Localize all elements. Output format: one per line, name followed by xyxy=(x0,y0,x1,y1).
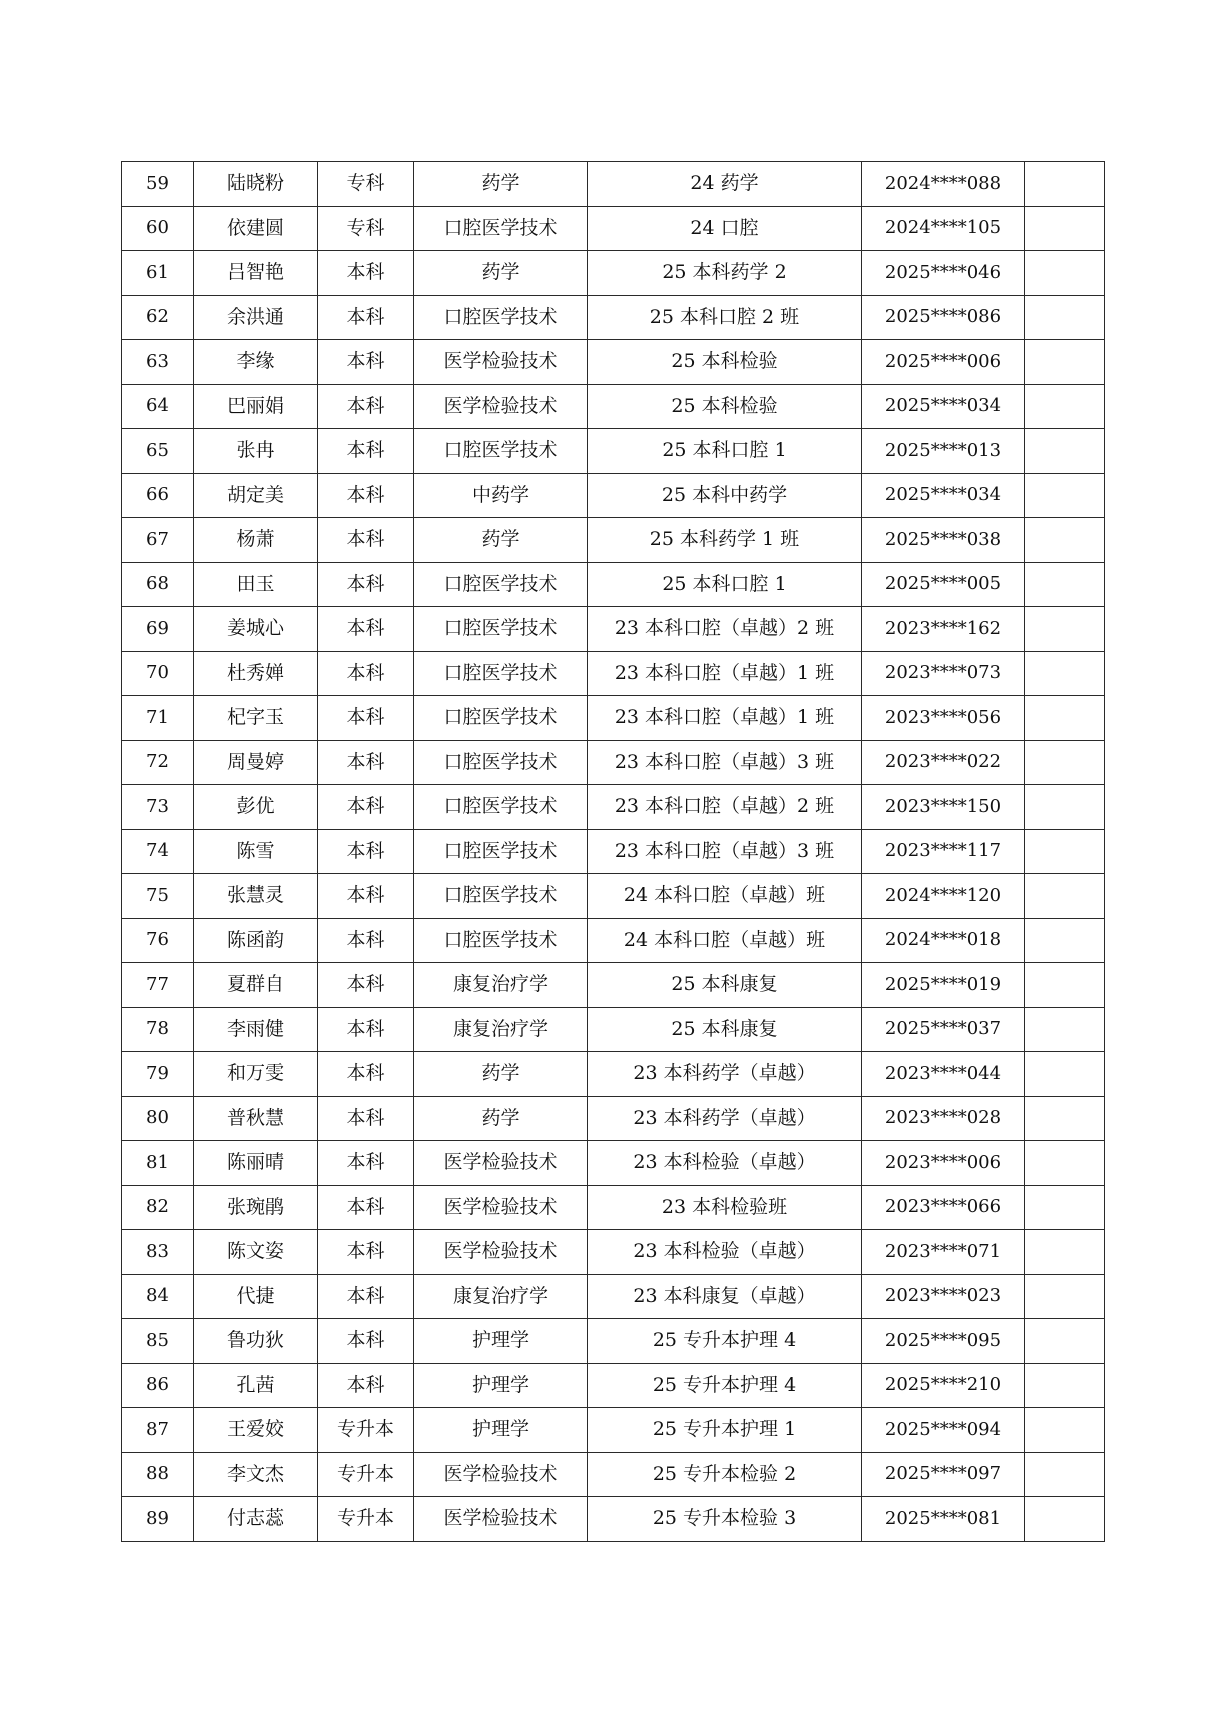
level-cell: 本科 xyxy=(318,874,414,919)
name-cell: 李文杰 xyxy=(194,1452,318,1497)
student-id-cell: 2024****105 xyxy=(862,206,1025,251)
row-number-cell: 71 xyxy=(122,696,194,741)
row-number-cell: 66 xyxy=(122,473,194,518)
student-roster-table xyxy=(121,161,1105,1542)
student-id-cell: 2023****150 xyxy=(862,785,1025,830)
class-cell: 23 本科检验（卓越） xyxy=(588,1230,862,1275)
major-cell: 口腔医学技术 xyxy=(414,607,588,652)
table-row xyxy=(122,429,1105,474)
major-cell: 药学 xyxy=(414,162,588,207)
note-cell xyxy=(1025,785,1105,830)
table-row xyxy=(122,162,1105,207)
class-cell: 25 专升本检验 2 xyxy=(588,1452,862,1497)
row-number-cell: 75 xyxy=(122,874,194,919)
major-cell: 口腔医学技术 xyxy=(414,696,588,741)
row-number-cell: 65 xyxy=(122,429,194,474)
name-cell: 彭优 xyxy=(194,785,318,830)
level-cell: 本科 xyxy=(318,429,414,474)
note-cell xyxy=(1025,696,1105,741)
note-cell xyxy=(1025,562,1105,607)
student-id-cell: 2023****071 xyxy=(862,1230,1025,1275)
class-cell: 25 专升本护理 4 xyxy=(588,1319,862,1364)
name-cell: 杞字玉 xyxy=(194,696,318,741)
row-number-cell: 78 xyxy=(122,1007,194,1052)
note-cell xyxy=(1025,162,1105,207)
major-cell: 药学 xyxy=(414,518,588,563)
table-row xyxy=(122,1452,1105,1497)
level-cell: 本科 xyxy=(318,518,414,563)
note-cell xyxy=(1025,384,1105,429)
student-id-cell: 2025****034 xyxy=(862,384,1025,429)
level-cell: 本科 xyxy=(318,651,414,696)
class-cell: 23 本科口腔（卓越）1 班 xyxy=(588,696,862,741)
student-id-cell: 2023****044 xyxy=(862,1052,1025,1097)
level-cell: 本科 xyxy=(318,1363,414,1408)
student-id-cell: 2025****019 xyxy=(862,963,1025,1008)
table-row xyxy=(122,918,1105,963)
row-number-cell: 87 xyxy=(122,1408,194,1453)
table-row xyxy=(122,651,1105,696)
row-number-cell: 80 xyxy=(122,1096,194,1141)
table-row xyxy=(122,295,1105,340)
table-row xyxy=(122,1096,1105,1141)
level-cell: 本科 xyxy=(318,1141,414,1186)
student-id-cell: 2025****086 xyxy=(862,295,1025,340)
class-cell: 23 本科口腔（卓越）3 班 xyxy=(588,829,862,874)
note-cell xyxy=(1025,651,1105,696)
student-id-cell: 2024****018 xyxy=(862,918,1025,963)
name-cell: 张慧灵 xyxy=(194,874,318,919)
note-cell xyxy=(1025,518,1105,563)
class-cell: 23 本科检验（卓越） xyxy=(588,1141,862,1186)
major-cell: 医学检验技术 xyxy=(414,1452,588,1497)
note-cell xyxy=(1025,251,1105,296)
level-cell: 本科 xyxy=(318,740,414,785)
student-id-cell: 2023****006 xyxy=(862,1141,1025,1186)
table-row xyxy=(122,1497,1105,1542)
major-cell: 口腔医学技术 xyxy=(414,740,588,785)
level-cell: 本科 xyxy=(318,829,414,874)
name-cell: 付志蕊 xyxy=(194,1497,318,1542)
class-cell: 25 本科检验 xyxy=(588,384,862,429)
student-id-cell: 2023****022 xyxy=(862,740,1025,785)
class-cell: 23 本科药学（卓越） xyxy=(588,1052,862,1097)
major-cell: 口腔医学技术 xyxy=(414,874,588,919)
note-cell xyxy=(1025,1096,1105,1141)
table-row xyxy=(122,206,1105,251)
note-cell xyxy=(1025,1408,1105,1453)
level-cell: 本科 xyxy=(318,295,414,340)
table-row xyxy=(122,1408,1105,1453)
class-cell: 25 专升本检验 3 xyxy=(588,1497,862,1542)
row-number-cell: 67 xyxy=(122,518,194,563)
major-cell: 药学 xyxy=(414,251,588,296)
table-row xyxy=(122,829,1105,874)
class-cell: 23 本科口腔（卓越）2 班 xyxy=(588,785,862,830)
name-cell: 夏群自 xyxy=(194,963,318,1008)
level-cell: 本科 xyxy=(318,607,414,652)
level-cell: 本科 xyxy=(318,1096,414,1141)
name-cell: 张琬鹃 xyxy=(194,1185,318,1230)
row-number-cell: 76 xyxy=(122,918,194,963)
name-cell: 陈丽晴 xyxy=(194,1141,318,1186)
student-id-cell: 2024****120 xyxy=(862,874,1025,919)
class-cell: 24 本科口腔（卓越）班 xyxy=(588,918,862,963)
major-cell: 口腔医学技术 xyxy=(414,918,588,963)
class-cell: 23 本科口腔（卓越）2 班 xyxy=(588,607,862,652)
student-id-cell: 2023****028 xyxy=(862,1096,1025,1141)
class-cell: 25 本科中药学 xyxy=(588,473,862,518)
note-cell xyxy=(1025,1363,1105,1408)
row-number-cell: 63 xyxy=(122,340,194,385)
major-cell: 药学 xyxy=(414,1052,588,1097)
row-number-cell: 60 xyxy=(122,206,194,251)
name-cell: 陆晓粉 xyxy=(194,162,318,207)
level-cell: 专科 xyxy=(318,162,414,207)
level-cell: 专升本 xyxy=(318,1452,414,1497)
table-row xyxy=(122,518,1105,563)
level-cell: 本科 xyxy=(318,384,414,429)
name-cell: 陈雪 xyxy=(194,829,318,874)
note-cell xyxy=(1025,1141,1105,1186)
row-number-cell: 59 xyxy=(122,162,194,207)
class-cell: 23 本科康复（卓越） xyxy=(588,1274,862,1319)
major-cell: 医学检验技术 xyxy=(414,1185,588,1230)
row-number-cell: 61 xyxy=(122,251,194,296)
student-id-cell: 2025****210 xyxy=(862,1363,1025,1408)
row-number-cell: 79 xyxy=(122,1052,194,1097)
level-cell: 本科 xyxy=(318,251,414,296)
row-number-cell: 85 xyxy=(122,1319,194,1364)
note-cell xyxy=(1025,874,1105,919)
table-row xyxy=(122,384,1105,429)
student-id-cell: 2023****023 xyxy=(862,1274,1025,1319)
row-number-cell: 74 xyxy=(122,829,194,874)
table-row xyxy=(122,963,1105,1008)
note-cell xyxy=(1025,1319,1105,1364)
row-number-cell: 72 xyxy=(122,740,194,785)
name-cell: 李雨健 xyxy=(194,1007,318,1052)
class-cell: 25 专升本护理 4 xyxy=(588,1363,862,1408)
row-number-cell: 89 xyxy=(122,1497,194,1542)
major-cell: 口腔医学技术 xyxy=(414,206,588,251)
note-cell xyxy=(1025,473,1105,518)
name-cell: 田玉 xyxy=(194,562,318,607)
class-cell: 25 本科药学 2 xyxy=(588,251,862,296)
class-cell: 25 本科口腔 2 班 xyxy=(588,295,862,340)
level-cell: 本科 xyxy=(318,1319,414,1364)
major-cell: 口腔医学技术 xyxy=(414,562,588,607)
table-row xyxy=(122,1363,1105,1408)
class-cell: 23 本科口腔（卓越）1 班 xyxy=(588,651,862,696)
class-cell: 25 本科口腔 1 xyxy=(588,429,862,474)
table-row xyxy=(122,1141,1105,1186)
name-cell: 巴丽娟 xyxy=(194,384,318,429)
note-cell xyxy=(1025,918,1105,963)
student-id-cell: 2025****013 xyxy=(862,429,1025,474)
note-cell xyxy=(1025,295,1105,340)
name-cell: 余洪通 xyxy=(194,295,318,340)
table-row xyxy=(122,473,1105,518)
major-cell: 医学检验技术 xyxy=(414,384,588,429)
major-cell: 口腔医学技术 xyxy=(414,429,588,474)
student-id-cell: 2023****117 xyxy=(862,829,1025,874)
row-number-cell: 81 xyxy=(122,1141,194,1186)
student-id-cell: 2023****066 xyxy=(862,1185,1025,1230)
row-number-cell: 70 xyxy=(122,651,194,696)
note-cell xyxy=(1025,1452,1105,1497)
name-cell: 张冉 xyxy=(194,429,318,474)
level-cell: 本科 xyxy=(318,963,414,1008)
table-row xyxy=(122,562,1105,607)
student-id-cell: 2023****056 xyxy=(862,696,1025,741)
note-cell xyxy=(1025,607,1105,652)
table-row xyxy=(122,1319,1105,1364)
student-id-cell: 2025****038 xyxy=(862,518,1025,563)
student-id-cell: 2025****094 xyxy=(862,1408,1025,1453)
row-number-cell: 73 xyxy=(122,785,194,830)
note-cell xyxy=(1025,829,1105,874)
row-number-cell: 64 xyxy=(122,384,194,429)
name-cell: 鲁功狄 xyxy=(194,1319,318,1364)
table-row xyxy=(122,874,1105,919)
table-row xyxy=(122,340,1105,385)
major-cell: 医学检验技术 xyxy=(414,1497,588,1542)
level-cell: 本科 xyxy=(318,1052,414,1097)
level-cell: 本科 xyxy=(318,473,414,518)
student-id-cell: 2025****095 xyxy=(862,1319,1025,1364)
table-row xyxy=(122,1052,1105,1097)
student-id-cell: 2023****162 xyxy=(862,607,1025,652)
note-cell xyxy=(1025,1230,1105,1275)
name-cell: 代捷 xyxy=(194,1274,318,1319)
note-cell xyxy=(1025,340,1105,385)
class-cell: 25 本科口腔 1 xyxy=(588,562,862,607)
level-cell: 本科 xyxy=(318,1007,414,1052)
row-number-cell: 69 xyxy=(122,607,194,652)
row-number-cell: 77 xyxy=(122,963,194,1008)
note-cell xyxy=(1025,1007,1105,1052)
major-cell: 康复治疗学 xyxy=(414,1274,588,1319)
student-id-cell: 2023****073 xyxy=(862,651,1025,696)
note-cell xyxy=(1025,206,1105,251)
table-row xyxy=(122,1185,1105,1230)
major-cell: 护理学 xyxy=(414,1408,588,1453)
level-cell: 专升本 xyxy=(318,1408,414,1453)
level-cell: 本科 xyxy=(318,1185,414,1230)
name-cell: 周曼婷 xyxy=(194,740,318,785)
major-cell: 医学检验技术 xyxy=(414,1141,588,1186)
major-cell: 口腔医学技术 xyxy=(414,295,588,340)
class-cell: 25 本科康复 xyxy=(588,963,862,1008)
major-cell: 康复治疗学 xyxy=(414,963,588,1008)
table-row xyxy=(122,1274,1105,1319)
level-cell: 本科 xyxy=(318,340,414,385)
roster-body xyxy=(122,162,1105,1542)
name-cell: 孔茜 xyxy=(194,1363,318,1408)
row-number-cell: 68 xyxy=(122,562,194,607)
note-cell xyxy=(1025,740,1105,785)
row-number-cell: 62 xyxy=(122,295,194,340)
level-cell: 本科 xyxy=(318,1230,414,1275)
name-cell: 依建圆 xyxy=(194,206,318,251)
level-cell: 本科 xyxy=(318,785,414,830)
class-cell: 23 本科口腔（卓越）3 班 xyxy=(588,740,862,785)
student-id-cell: 2025****034 xyxy=(862,473,1025,518)
level-cell: 本科 xyxy=(318,696,414,741)
major-cell: 中药学 xyxy=(414,473,588,518)
student-id-cell: 2025****005 xyxy=(862,562,1025,607)
major-cell: 医学检验技术 xyxy=(414,1230,588,1275)
level-cell: 本科 xyxy=(318,562,414,607)
student-id-cell: 2025****046 xyxy=(862,251,1025,296)
level-cell: 本科 xyxy=(318,1274,414,1319)
student-id-cell: 2025****037 xyxy=(862,1007,1025,1052)
name-cell: 姜城心 xyxy=(194,607,318,652)
class-cell: 25 本科药学 1 班 xyxy=(588,518,862,563)
student-id-cell: 2025****006 xyxy=(862,340,1025,385)
class-cell: 25 本科检验 xyxy=(588,340,862,385)
row-number-cell: 86 xyxy=(122,1363,194,1408)
class-cell: 24 药学 xyxy=(588,162,862,207)
row-number-cell: 83 xyxy=(122,1230,194,1275)
note-cell xyxy=(1025,1185,1105,1230)
row-number-cell: 84 xyxy=(122,1274,194,1319)
class-cell: 24 口腔 xyxy=(588,206,862,251)
name-cell: 杜秀婵 xyxy=(194,651,318,696)
table-row xyxy=(122,607,1105,652)
student-id-cell: 2025****097 xyxy=(862,1452,1025,1497)
name-cell: 陈函韵 xyxy=(194,918,318,963)
level-cell: 专科 xyxy=(318,206,414,251)
name-cell: 王爱姣 xyxy=(194,1408,318,1453)
table-row xyxy=(122,696,1105,741)
class-cell: 23 本科检验班 xyxy=(588,1185,862,1230)
major-cell: 医学检验技术 xyxy=(414,340,588,385)
major-cell: 口腔医学技术 xyxy=(414,785,588,830)
table-row xyxy=(122,785,1105,830)
level-cell: 专升本 xyxy=(318,1497,414,1542)
table-row xyxy=(122,740,1105,785)
class-cell: 25 专升本护理 1 xyxy=(588,1408,862,1453)
student-id-cell: 2025****081 xyxy=(862,1497,1025,1542)
level-cell: 本科 xyxy=(318,918,414,963)
name-cell: 和万雯 xyxy=(194,1052,318,1097)
note-cell xyxy=(1025,1052,1105,1097)
name-cell: 杨萧 xyxy=(194,518,318,563)
row-number-cell: 82 xyxy=(122,1185,194,1230)
class-cell: 23 本科药学（卓越） xyxy=(588,1096,862,1141)
name-cell: 吕智艳 xyxy=(194,251,318,296)
row-number-cell: 88 xyxy=(122,1452,194,1497)
major-cell: 康复治疗学 xyxy=(414,1007,588,1052)
name-cell: 李缘 xyxy=(194,340,318,385)
major-cell: 药学 xyxy=(414,1096,588,1141)
name-cell: 胡定美 xyxy=(194,473,318,518)
name-cell: 普秋慧 xyxy=(194,1096,318,1141)
note-cell xyxy=(1025,1274,1105,1319)
note-cell xyxy=(1025,963,1105,1008)
note-cell xyxy=(1025,1497,1105,1542)
note-cell xyxy=(1025,429,1105,474)
table-row xyxy=(122,1007,1105,1052)
major-cell: 口腔医学技术 xyxy=(414,651,588,696)
student-id-cell: 2024****088 xyxy=(862,162,1025,207)
table-row xyxy=(122,1230,1105,1275)
major-cell: 护理学 xyxy=(414,1363,588,1408)
class-cell: 24 本科口腔（卓越）班 xyxy=(588,874,862,919)
major-cell: 口腔医学技术 xyxy=(414,829,588,874)
major-cell: 护理学 xyxy=(414,1319,588,1364)
name-cell: 陈文姿 xyxy=(194,1230,318,1275)
class-cell: 25 本科康复 xyxy=(588,1007,862,1052)
table-row xyxy=(122,251,1105,296)
